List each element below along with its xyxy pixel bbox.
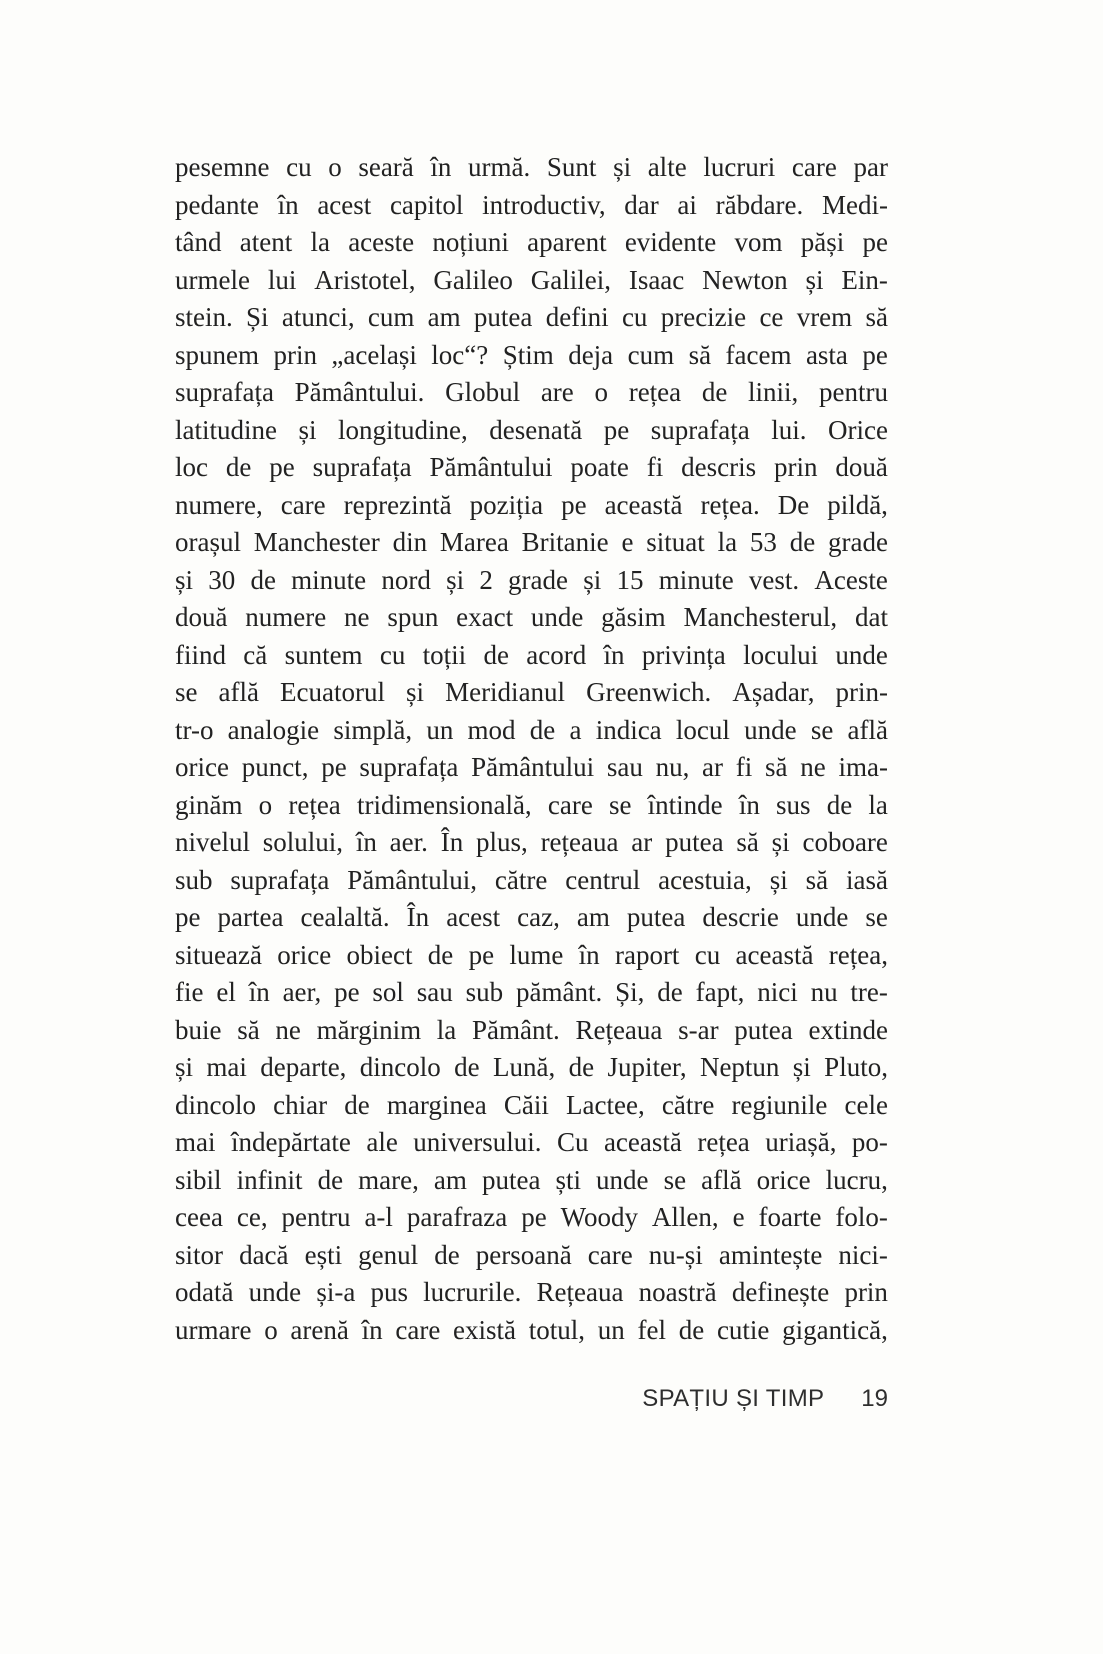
text-line: două numere ne spun exact unde găsim Manchesterul, dat (175, 602, 888, 632)
text-line: latitudine și longitudine, desenată pe suprafața lui. Orice (175, 414, 888, 445)
text-line: se află Ecuatorul și Meridianul Greenwich. Așadar, prin- (175, 677, 888, 707)
text-line: buie să ne mărginim la Pământ. Rețeaua s-ar putea extinde (175, 1014, 888, 1045)
text-line: pesemne cu o seară în urmă. Sunt și alte lucruri care par (175, 152, 888, 182)
page-text (175, 149, 888, 1349)
text-line: numere, care reprezintă poziția pe această rețea. De pildă, (175, 489, 888, 520)
text-line: orice punct, pe suprafața Pământului sau nu, ar fi să ne ima- (175, 752, 888, 782)
text-line: mai îndepărtate ale universului. Cu această rețea uriașă, po- (175, 1127, 888, 1157)
text-line: nivelul solului, în aer. În plus, rețeaua ar putea să și coboare (175, 827, 888, 857)
page-number: 19 (861, 1385, 888, 1412)
text-line: orașul Manchester din Marea Britanie e situat la 53 de grade (175, 527, 888, 557)
text-line: spunem prin „același loc“? Știm deja cum să facem asta pe (175, 339, 888, 370)
text-line: dincolo chiar de marginea Căii Lactee, către regiunile cele (175, 1089, 888, 1120)
text-line: sibil infinit de mare, am putea ști unde se află orice lucru, (175, 1164, 888, 1195)
text-line: tând atent la aceste noțiuni aparent evidente vom păși pe (175, 227, 888, 257)
text-line: pedante în acest capitol introductiv, dar ai răbdare. Medi- (175, 189, 888, 220)
text-line: fie el în aer, pe sol sau sub pământ. Și, de fapt, nici nu tre- (175, 977, 888, 1007)
text-line: ginăm o rețea tridimensională, care se întinde în sus de la (175, 789, 888, 820)
text-line: urmare o arenă în care există totul, un fel de cutie gigantică, (175, 1314, 888, 1345)
text-line: loc de pe suprafața Pământului poate fi descris prin două (175, 452, 888, 482)
text-line: stein. Și atunci, cum am putea defini cu precizie ce vrem să (175, 302, 888, 332)
text-line: și 30 de minute nord și 2 grade și 15 minute vest. Aceste (175, 564, 888, 595)
text-line: tr-o analogie simplă, un mod de a indica locul unde se află (175, 714, 888, 745)
text-line: suprafața Pământului. Globul are o rețea de linii, pentru (175, 377, 888, 407)
text-line: pe partea cealaltă. În acest caz, am putea descrie unde se (175, 902, 888, 932)
text-line: fiind că suntem cu toții de acord în privința locului unde (175, 639, 888, 670)
text-line: situează orice obiect de pe lume în raport cu această rețea, (175, 939, 888, 970)
text-line: sub suprafața Pământului, către centrul acestuia, și să iasă (175, 864, 888, 895)
text-line: urmele lui Aristotel, Galileo Galilei, Isaac Newton și Ein- (175, 264, 888, 295)
running-title: SPAȚIU ȘI TIMP (642, 1385, 825, 1412)
text-line: și mai departe, dincolo de Lună, de Jupiter, Neptun și Pluto, (175, 1052, 888, 1082)
page-footer (175, 1385, 888, 1413)
text-line: odată unde și-a pus lucrurile. Rețeaua noastră definește prin (175, 1277, 888, 1307)
text-line: ceea ce, pentru a-l parafraza pe Woody Allen, e foarte folo- (175, 1202, 888, 1232)
text-line: sitor dacă ești genul de persoană care nu-și amintește nici- (175, 1239, 888, 1270)
